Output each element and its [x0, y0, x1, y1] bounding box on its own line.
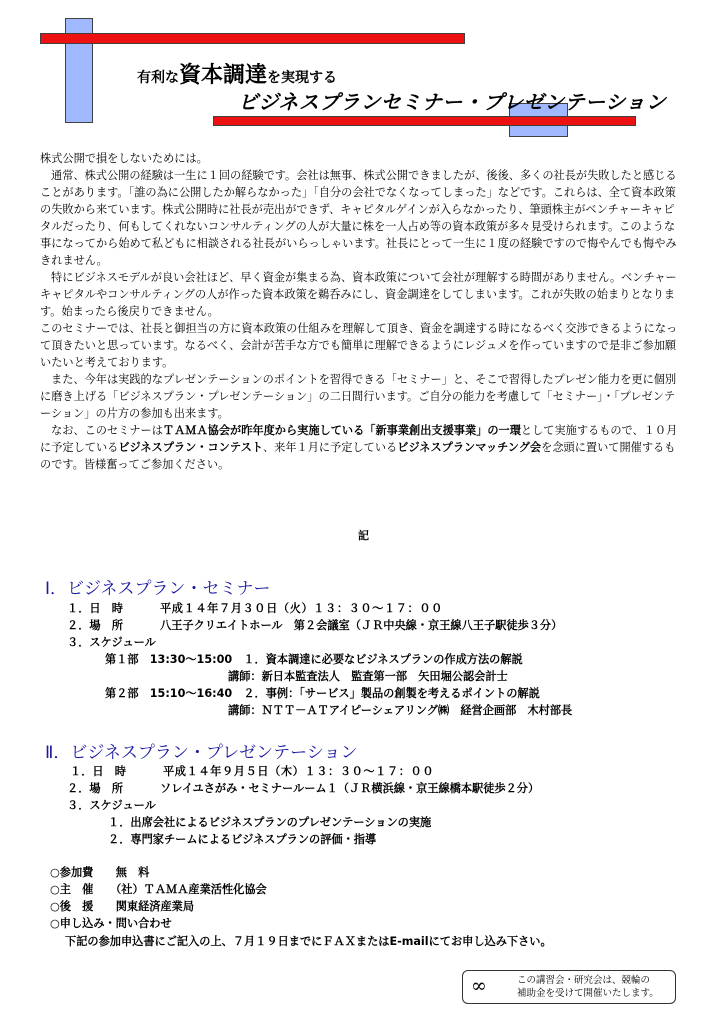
intro-paragraph: このセミナーでは、社長と御担当の方に資本政策の仕組みを理解して頂き、資金を調達する時になるべく交渉できるようになって頂きたいと思っています。なるべく、会計が苦手な方でも簡単に理解できるようにレジュメを作っていますので是非ご参加願いたいと考えております。 [40, 322, 678, 369]
decorative-red-bar-bottom [213, 116, 636, 126]
text-run: として実施するもので、１０月に予定している [40, 424, 678, 454]
section1-heading: Ⅰ．ビジネスプラン・セミナー [45, 579, 271, 599]
page-title [137, 58, 337, 89]
section1-schedule-label: ３．スケジュール [67, 636, 156, 649]
bold-run: ビジネスプランマッチング会 [397, 441, 542, 454]
intro-paragraph-last [40, 422, 680, 473]
section1-part1-lecturer: 講師：新日本監査法人 監査第一部 矢田堀公認会計士 [228, 670, 508, 683]
intro-paragraph: 通常、株式公開の経験は一生に１回の経験です。会社は無事、株式公開できましたが、後後、多くの社長が失敗したと感じることがあります。「誰の為に公開したか解らなかった」「自分の会社でなくなってしまった」などです。これらは、全て資本政策の失敗から来ています。株式公開時に社長が売出ができず、キャピタルゲインが入らなかったり、筆頭株主がベンチャーキャピタルだったり、何もしてくれないコンサルティングの人が大量に株を一人占め等の資本政策が多々見受けられます。このような事になってから始めて私どもに相談される社長がいらっしゃいます。社長にとって一生に１度の経験ですので悔やんでも悔やみきれません。 [40, 169, 677, 267]
badge-text [517, 974, 659, 1000]
section2-heading: Ⅱ．ビジネスプラン・プレゼンテーション [45, 743, 358, 763]
section1-part2-lecturer: 講師：ＮＴＴ－ＡＴアイピーシェアリング㈱ 経営企画部 木村部長 [228, 704, 573, 717]
section1-part2: 第２部 15:10～16:40 ２．事例：「サービス」製品の創製を考えるポイントの解説 [105, 687, 540, 700]
section1-place-value: 八王子クリエイトホール 第２会議室（ＪＲ中央線・京王線八王子駅徒歩３分） [160, 619, 563, 632]
section2-schedule-label: ３．スケジュール [67, 799, 156, 812]
section2-item1: １．出席会社によるビジネスプランのプレゼンテーションの実施 [108, 816, 432, 829]
section2-date-label: １．日 時 [70, 765, 126, 778]
badge-line: 補助金を受けて開催いたします。 [517, 988, 659, 999]
info-fee: ○参加費 無 料 [50, 866, 150, 879]
intro-body [40, 150, 680, 473]
info-apply-text: 下記の参加申込書にご記入の上、７月１９日までにＦＡＸまたはE-mailにてお申し込み下さい。 [65, 935, 552, 948]
text-run: 、来年１月に予定している [262, 441, 398, 454]
intro-lead: 株式公開で損をしないためには。 [40, 152, 208, 165]
keirin-subsidy-badge [462, 970, 676, 1004]
text-run: を念頭に置いて開催するものです。皆様奮ってご参加ください。 [40, 441, 676, 471]
title-prefix: 有利な [137, 70, 179, 86]
section2-item2: ２．専門家チームによるビジネスプランの評価・指導 [108, 833, 377, 846]
intro-paragraph: また、今年は実践的なプレゼンテーションのポイントを習得できる「セミナー」と、そこで習得したプレゼン能力を更に個別に磨き上げる「ビジネスプラン・プレゼンテーション」の二日間行います。ご自分の能力を考慮して「セミナー」・「プレゼンテーション」の片方の参加も出来ます。 [40, 373, 677, 420]
info-host: ○主 催 （社）ＴＡＭＡ産業活性化協会 [50, 883, 267, 896]
title-emphasis: 資本調達 [179, 63, 268, 88]
section1-date-value: 平成１４年７月３０日（火）１３：３０～１７：００ [160, 602, 443, 615]
decorative-red-bar-top [40, 33, 465, 44]
section1-place-label: ２．場 所 [67, 619, 123, 632]
notation-mark: 記 [358, 529, 369, 542]
section2-place-value: ソレイユさがみ・セミナールーム１（ＪＲ横浜線・京王線橋本駅徒歩２分） [160, 782, 540, 795]
section1-date-label: １．日 時 [67, 602, 123, 615]
bold-run: ＴＡＭＡ協会が昨年度から実施している「新事業創出支援事業」の一環 [162, 424, 521, 437]
section1-part1: 第１部 13:30～15:00 １．資本調達に必要なビジネスプランの作成方法の解説 [105, 653, 523, 666]
bold-run: ビジネスプラン・コンテスト [118, 441, 263, 454]
keirin-logo-icon: ∞ [471, 975, 487, 997]
badge-line: この講習会・研究会は、競輪の [517, 975, 651, 986]
intro-paragraph: 特にビジネスモデルが良い会社ほど、早く資金が集まる為、資本政策について会社が理解する時間がありません。ベンチャーキャピタルやコンサルティングの人が作った資本政策を鵜呑みにし、資金調達をしてしまいます。これが失敗の始まりとなります。始まったら後戻りできません。 [40, 271, 677, 318]
info-support: ○後 援 関東経済産業局 [50, 900, 195, 913]
title-suffix: を実現する [267, 70, 338, 86]
section2-date-value: 平成１４年９月５日（木）１３：３０～１７：００ [163, 765, 435, 778]
page-subtitle: ビジネスプランセミナー・プレゼンテーション [238, 90, 667, 114]
info-apply-label: ○申し込み・問い合わせ [50, 917, 172, 930]
text-run: なお、このセミナーは [51, 424, 163, 437]
section2-place-label: ２．場 所 [67, 782, 123, 795]
